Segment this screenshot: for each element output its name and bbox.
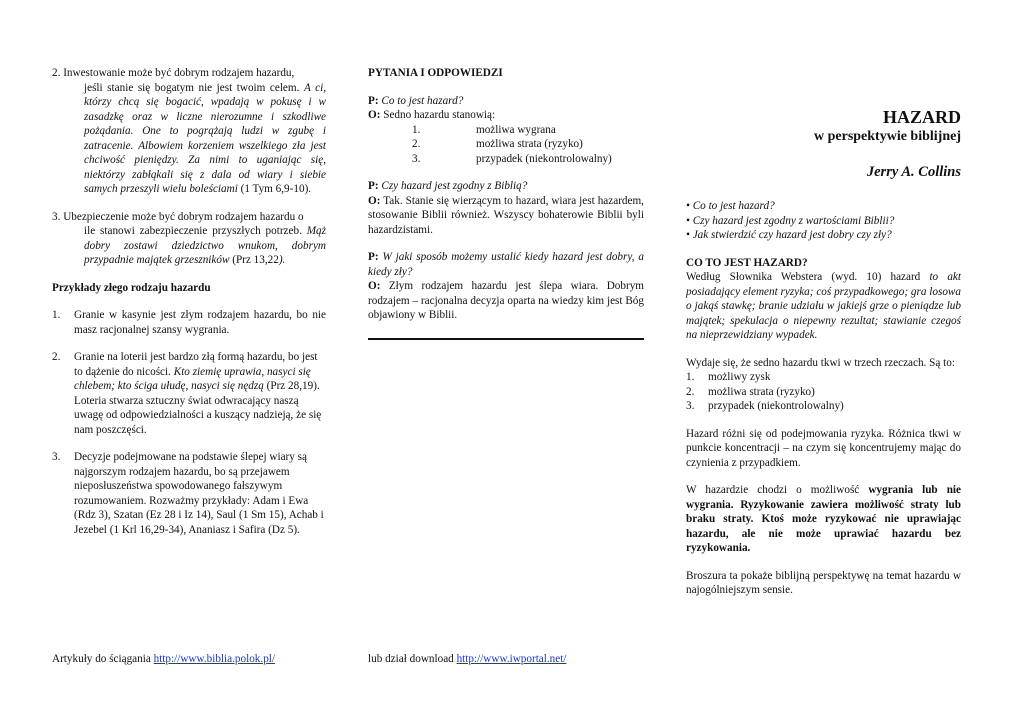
item-text: jeśli stanie się bogatym nie jest twoim celem. (84, 81, 300, 94)
list-number: 3. (412, 152, 421, 165)
bible-quote: Kto ziemię uprawia, nasyci się chlebem; kto ściga ułudę, nasyci się nędzą (74, 365, 311, 392)
item-text: Inwestowanie może być dobrym rodzajem hazardu, (63, 67, 295, 79)
item-text: (Prz 28,19). Loteria stwarza sztuczny świat odwracający naszą uwagę od odpowiedzialności a kuszący nadzieją, że się nam poszczęści. (74, 380, 322, 436)
answer (368, 279, 644, 323)
question-label: P: (368, 94, 379, 107)
footer-left (52, 652, 275, 667)
list-number: 2. (412, 138, 421, 150)
item-text: Decyzje podejmowane na podstawie ślepej wiary są najgorszym rodzajem hazardu, bo są przejawem nieposłuszeństwa spowodowanego fałszywym rozumowaniem. Rozważmy przykłady: Adam i Ewa (Rdz 3), Szatan (Ez 28 i Iz 14), Saul (1 Sm 15), Achab i Jezebel (1 Krl 16,29-34), Ananiasz i Safira (Dz 5). (74, 451, 324, 536)
bullet-item: • Czy hazard jest zgodny z wartościami Biblii? (686, 214, 895, 227)
qa-pair-2 (368, 179, 644, 237)
list-item (412, 152, 644, 167)
answer-text: Tak. Stanie się wierzącym to hazard, wiara jest hazardem, stosowanie Biblii również. Wszyscy bohaterowie Biblii byli hazardzistami. (368, 194, 644, 236)
definition-text: Według Słownika Webstera (wyd. 10) hazard (686, 271, 921, 283)
paragraph-emphasis (686, 483, 961, 556)
bad-example-blind-faith (52, 450, 326, 537)
paragraph-bold-text: wygrania lub nie wygrania. Ryzykowanie zawiera możliwość straty lub braku straty. Ktoś może ryzykować nie uprawiając hazardu, ale nie może uprawiać hazardu bez ryzykowania. (686, 484, 961, 554)
list-text: przypadek (niekontrolowalny) (708, 400, 844, 412)
bad-example-casino (52, 308, 326, 337)
list-text: przypadek (niekontrolowalny) (476, 152, 612, 165)
column-left (52, 66, 326, 550)
question-label: P: (368, 180, 379, 192)
answer-label: O: (368, 194, 381, 207)
answer (368, 108, 644, 123)
document-title: HAZARD (882, 107, 961, 127)
question-text: Co to jest hazard? (381, 94, 464, 107)
list-number: 1. (686, 371, 695, 383)
answer-text: Sedno hazardu stanowią: (383, 109, 496, 121)
list-item (686, 399, 961, 414)
bullet-item: • Jak stwierdzić czy hazard jest dobry czy zły? (686, 229, 892, 241)
item-number: 2. (52, 67, 61, 79)
question (368, 250, 644, 279)
item-first-line (52, 210, 326, 225)
item-text: Granie na loterii jest bardzo złą formą hazardu, bo jest to dążenie do nicości. (74, 351, 318, 378)
paragraph: Hazard różni się od podejmowania ryzyka. Różnica tkwi w punkcie koncentracji – na czym się koncentrujemy mając do czynienia z przypadkiem. (686, 427, 961, 469)
answer (368, 194, 644, 238)
iwportal-link[interactable]: http://www.iwportal.net/ (456, 653, 567, 665)
paragraph: Broszura ta pokaże biblijną perspektywę na temat hazardu w najogólniejszym sensie. (686, 569, 961, 596)
item-text: Ubezpieczenie może być dobrym rodzajem hazardu o (63, 210, 304, 223)
list-item (412, 137, 644, 152)
paragraph-text: W hazardzie chodzi o możliwość (686, 484, 860, 496)
bullet-item: • Co to jest hazard? (686, 200, 775, 212)
document-subtitle: w perspektywie biblijnej (814, 129, 961, 144)
question-text: Czy hazard jest zgodny z Biblią? (381, 180, 528, 192)
biblia-link[interactable]: http://www.biblia.polok.pl/ (153, 653, 276, 665)
question (368, 179, 644, 194)
answer-label: O: (368, 109, 381, 121)
section-divider (368, 338, 644, 340)
document-author: Jerry A. Collins (866, 164, 961, 180)
footer-middle (368, 652, 566, 667)
question-text: W jaki sposób możemy ustalić kiedy hazard jest dobry, a kiedy zły? (368, 251, 644, 278)
bible-quote: A ci, którzy chcą się bogacić, wpadają w pokusę i w zasadzkę oraz w liczne nierozumne i szkodliwe pożądania. One to pogrążają ludzi w zgubę i zatracenie. Albowiem korzeniem wszelkiego zła jest chciwość pieniędzy. Za nimi to uganiając się, niektórzy zabłąkali się z dala od wiary i siebie samych przeszyli wielu boleściami (84, 81, 326, 195)
footer-text: Artykuły do ściągania (52, 653, 151, 665)
definition-section (686, 256, 961, 343)
footer-text: lub dział download (368, 653, 454, 665)
qa-pair-1 (368, 94, 644, 167)
answer-label: O: (368, 280, 381, 292)
list-text: możliwa strata (ryzyko) (708, 385, 815, 398)
list-text: możliwa strata (ryzyko) (476, 138, 583, 150)
paragraph: Wydaje się, że sedno hazardu tkwi w trzech rzeczach. Są to: (686, 356, 955, 369)
answer-text: Złym rodzajem hazardu jest ślepa wiara. Dobrym rodzajem – racjonalna decyzja oparta na wiedzy kim jest Bóg objawiony w Biblii. (368, 280, 644, 321)
list-text: możliwy zysk (708, 371, 771, 383)
question-label: P: (368, 251, 379, 263)
list-text: możliwa wygrana (476, 123, 556, 136)
three-elements (686, 356, 961, 414)
bad-examples-heading: Przykłady złego rodzaju hazardu (52, 281, 211, 294)
list-item (686, 370, 961, 385)
good-example-investing (52, 66, 326, 197)
item-continuation (52, 224, 326, 268)
section-heading: CO TO JEST HAZARD? (686, 256, 808, 269)
qa-heading: PYTANIA I ODPOWIEDZI (368, 67, 503, 79)
item-number: 1. (52, 309, 61, 321)
column-right (686, 66, 961, 611)
column-middle (368, 66, 644, 336)
item-number: 2. (52, 351, 61, 363)
answer-list (368, 123, 644, 167)
bad-example-lottery (52, 350, 326, 437)
good-example-insurance (52, 210, 326, 268)
list-number: 1. (412, 123, 421, 136)
item-continuation (52, 81, 326, 197)
item-number: 3. (52, 210, 61, 223)
question (368, 94, 644, 109)
list-item (412, 123, 644, 138)
bible-reference: (1 Tym 6,9-10). (240, 183, 312, 195)
list-item (686, 385, 961, 400)
topic-bullets (686, 199, 961, 243)
bible-quote: Mąż dobry zostawi dziedzictwo wnukom, dobrym przypadnie majątek grzeszników (84, 225, 327, 266)
definition-quote: to akt posiadający element ryzyka; coś przypadkowego; gra losowa o jakąś stawkę; branie udziału w jakiejś grze o pieniądze lub majątek; spekulacja o niepewny rezultat; stawianie czegoś na nieprzewidziany wypadek. (686, 271, 961, 341)
item-text: ile stanowi zabezpieczenie przyszłych potrzeb. (84, 225, 302, 237)
list-number: 2. (686, 385, 695, 398)
item-number: 3. (52, 451, 61, 463)
bible-reference-end: ). (278, 254, 286, 266)
bible-reference: (Prz 13,22 (232, 254, 279, 266)
list-number: 3. (686, 400, 695, 412)
qa-pair-3 (368, 250, 644, 323)
item-text: Granie w kasynie jest złym rodzajem hazardu, bo nie masz racjonalnej szansy wygrania. (74, 309, 326, 336)
item-first-line (52, 66, 326, 81)
